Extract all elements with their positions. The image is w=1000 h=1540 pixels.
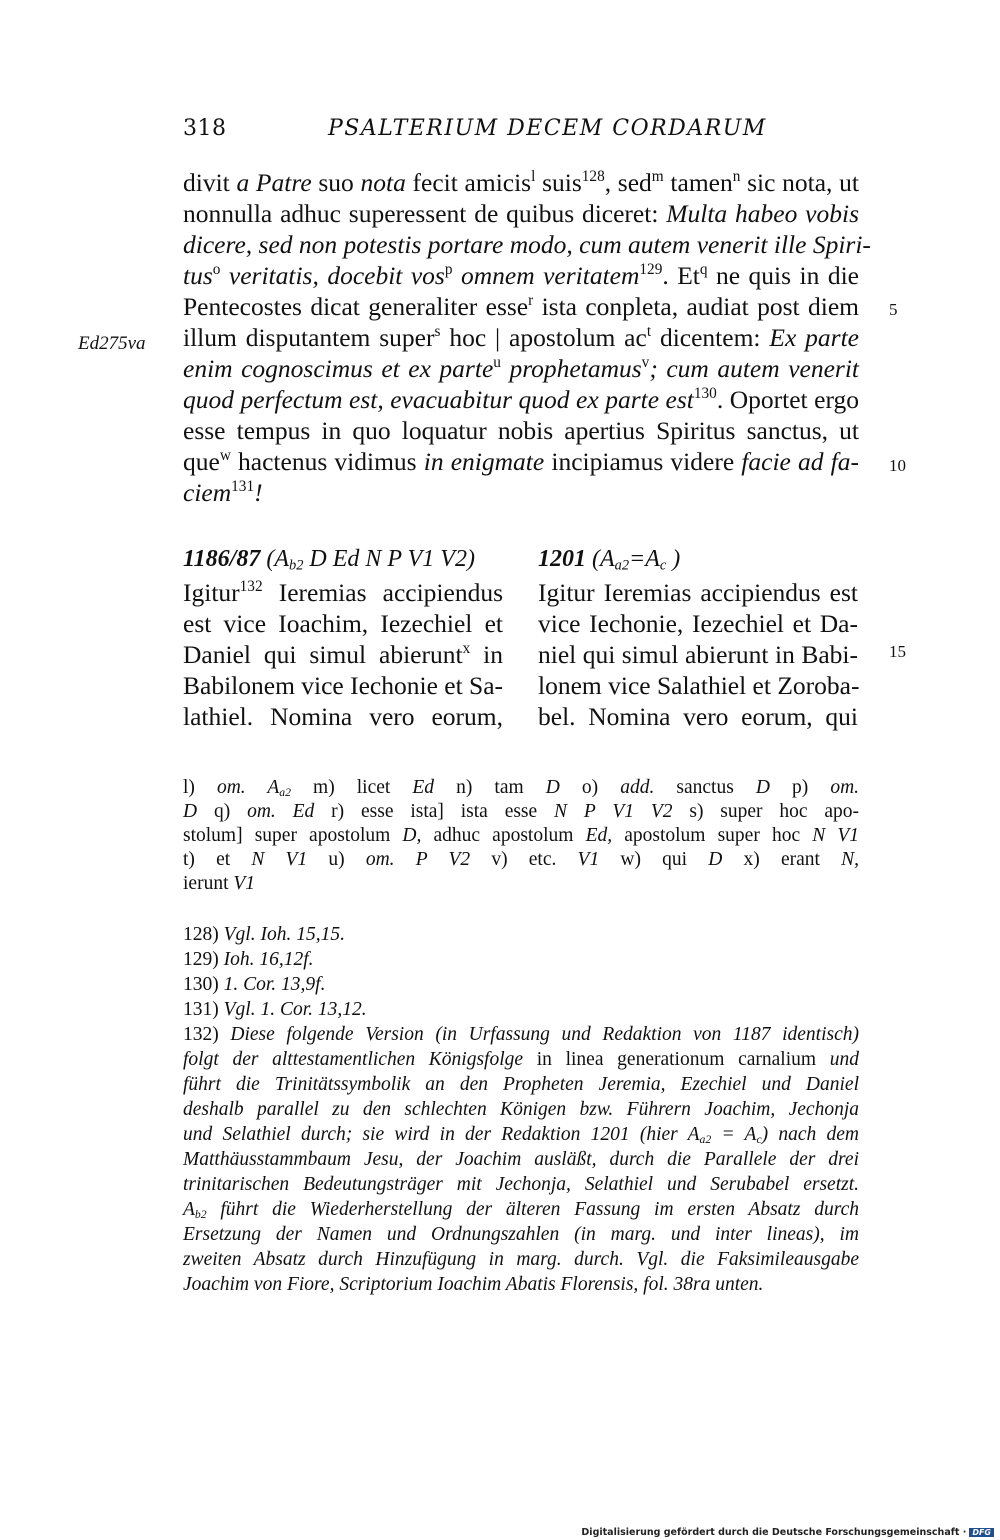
main-text-line: divit a Patre suo nota fecit amicis$^l$ suis$^{128}$, sed$^m$ tamen$^n$ sic nota, ut <box>183 168 859 197</box>
footnote-128: 128) Vgl. Ioh. 15,15. <box>183 924 345 945</box>
right-column-line: niel qui simul abierunt in Babi- <box>538 640 858 669</box>
footnote-132-line: Joachim von Fiore, Scriptorium Ioachim Abatis Florensis, fol. 38ra unten. <box>183 1274 764 1295</box>
footnote-130: 130) 1. Cor. 13,9f. <box>183 974 326 995</box>
apparatus-line: ierunt V1 <box>183 873 256 894</box>
digitization-credit <box>581 1527 994 1538</box>
apparatus-line: stolum] super apostolum D, adhuc apostolum Ed, apostolum super hoc N V1 <box>183 825 860 846</box>
main-text-line: enim cognoscimus et ex parte$^u$ prophetamus$^v$; cum autem venerit <box>183 354 859 383</box>
right-column-line: vice Iechonie, Iezechiel et Da- <box>538 609 858 638</box>
footnote-132-line: zweiten Absatz durch Hinzufügung in marg. durch. Vgl. die Faksimileausgabe <box>183 1249 859 1270</box>
footnote-132-line: Matthäusstammbaum Jesu, der Joachim ausläßt, durch die Parallele der drei <box>183 1149 859 1170</box>
apparatus-line: D q) om. Ed r) esse ista] ista esse N P V1 V2 s) super hoc apo- <box>183 801 860 822</box>
left-column-heading: 1186/87 ($A_{b2}$ D Ed N P V1 V2) <box>183 546 475 574</box>
footnote-132-line: $A_{b2}$ führt die Wiederherstellung der älteren Fassung im ersten Absatz durch <box>183 1199 859 1221</box>
footnote-132-line: Ersetzung der Namen und Ordnungszahlen (in marg. und inter lineas), im <box>183 1224 859 1245</box>
footnote-132-line: folgt der alttestamentlichen Königsfolge in linea generationum carnalium und <box>183 1049 859 1070</box>
footnote-132-line: führt die Trinitätssymbolik an den Propheten Jeremia, Ezechiel und Daniel <box>183 1074 859 1095</box>
main-text-line: illum disputantem super$^s$ hoc | apostolum $ac^t$ dicentem: Ex parte <box>183 323 859 352</box>
main-text-line: que$^w$ hactenus vidimus in enigmate incipiamus videre facie ad fa- <box>183 447 859 476</box>
footnote-132-line: und Selathiel durch; sie wird in der Redaktion 1201 (hier $A_{a2} = A_c$) nach dem <box>183 1124 859 1146</box>
right-column-line: bel. Nomina vero eorum, qui <box>538 702 858 731</box>
footnote-132-line: trinitarischen Bedeutungsträger mit Jechonja, Selathiel und Serubabel ersetzt. <box>183 1174 859 1195</box>
footnote-131: 131) Vgl. 1. Cor. 13,12. <box>183 999 367 1020</box>
main-text-line: nonnulla adhuc superessent de quibus diceret: Multa habeo vobis <box>183 199 860 228</box>
line-number: 15 <box>889 642 906 661</box>
left-column-line: Babilonem vice Iechonie et Sa- <box>183 671 504 700</box>
footnote-132-line: deshalb parallel zu den schlechten Königen bzw. Führern Joachim, Jechonja <box>183 1099 859 1120</box>
main-text-line: esse tempus in quo loquatur nobis apertius Spiritus sanctus, ut <box>183 416 859 445</box>
main-text-line: quod perfectum est, evacuabitur quod ex parte est$^{130}$. Oportet ergo <box>183 385 859 414</box>
apparatus-line: t) et N V1 u) om. P V2 v) etc. V1 w) qui D x) erant N, <box>183 849 860 870</box>
left-column-line: lathiel. Nomina vero eorum, <box>183 702 503 731</box>
right-column-heading: 1201 ($A_{a2}=A_c$ ) <box>538 546 681 574</box>
main-text-line: Pentecostes dicat generaliter esse$^r$ ista conpleta, audiat post diem <box>183 292 859 321</box>
running-title: PSALTERIUM DECEM CORDARUM <box>328 116 767 141</box>
page-number: 318 <box>183 116 227 141</box>
main-text-line: dicere, sed non potestis portare modo, cum autem venerit ille Spiri- <box>183 230 871 259</box>
right-column-line: lonem vice Salathiel et Zoroba- <box>538 671 860 700</box>
left-column-line: est vice Ioachim, Iezechiel et <box>183 609 503 638</box>
left-column-line: Daniel qui simul abierunt$^x$ in <box>183 640 503 669</box>
line-number: 5 <box>889 300 898 319</box>
dfg-logo: DFG <box>969 1528 994 1537</box>
footnote-132-line: 132) Diese folgende Version (in Urfassung und Redaktion von 1187 identisch) <box>183 1024 859 1045</box>
apparatus-line: l) om. $A_{a2}$ m) licet Ed n) tam D o) add. sanctus D p) om. <box>183 777 860 799</box>
digitization-credit-text: Digitalisierung gefördert durch die Deutsche Forschungsgemeinschaft · <box>581 1527 967 1538</box>
main-text-line: ciem$^{131}$! <box>183 478 263 507</box>
right-column-line: Igitur Ieremias accipiendus est <box>538 578 858 607</box>
main-text-line: tus$^o$ veritatis, docebit vos$^p$ omnem veritatem$^{129}$. Et$^q$ ne quis in die <box>183 261 859 290</box>
footnote-129: 129) Ioh. 16,12f. <box>183 949 314 970</box>
margin-reference: Ed275va <box>78 333 146 354</box>
line-number: 10 <box>889 456 906 475</box>
left-column-line: Igitur$^{132}$ Ieremias accipiendus <box>183 578 503 607</box>
